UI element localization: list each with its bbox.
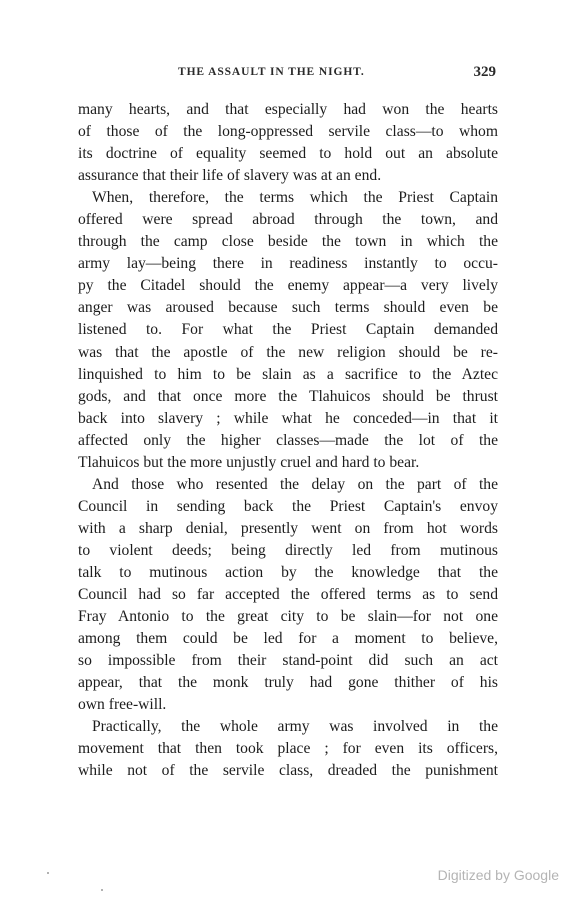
text-line: listened to. For what the Priest Captain demanded — [78, 321, 498, 339]
text-line: own free-will. — [78, 696, 167, 714]
text-line: of those of the long-oppressed servile class—to whom — [78, 123, 498, 141]
text-line: When, therefore, the terms which the Priest Captain — [92, 189, 498, 207]
text-line: Fray Antonio to the great city to be slain—for not one — [78, 608, 498, 626]
watermark: Digitized by Google — [437, 867, 559, 883]
text-line: movement that then took place ; for even its officers, — [78, 740, 498, 758]
page-header — [78, 66, 498, 84]
scan-speck — [47, 872, 49, 874]
text-line: anger was aroused because such terms should even be — [78, 299, 498, 317]
text-line: offered were spread abroad through the town, and — [78, 211, 498, 229]
text-line: Council had so far accepted the offered terms as to send — [78, 586, 498, 604]
text-line: Tlahuicos but the more unjustly cruel and hard to bear. — [78, 453, 420, 471]
text-line: assurance that their life of slavery was at an end. — [78, 167, 382, 185]
text-line: through the camp close beside the town in which the — [78, 233, 498, 251]
text-line: linquished to him to be slain as a sacrifice to the Aztec — [78, 365, 498, 383]
text-line: gods, and that once more the Tlahuicos should be thrust — [78, 387, 498, 405]
page-number: 329 — [473, 64, 496, 80]
text-line: to violent deeds; being directly led from mutinous — [78, 541, 498, 559]
text-line: Practically, the whole army was involved in the — [92, 718, 498, 736]
text-line: among them could be led for a moment to believe, — [78, 630, 498, 648]
text-line: many hearts, and that especially had won the hearts — [78, 101, 498, 118]
text-line: was that the apostle of the new religion should be re- — [78, 343, 498, 361]
text-line: so impossible from their stand-point did such an act — [78, 652, 498, 670]
text-line: talk to mutinous action by the knowledge that the — [78, 563, 498, 581]
text-line: appear, that the monk truly had gone thither of his — [78, 674, 498, 692]
body-text — [78, 99, 498, 782]
running-head: THE ASSAULT IN THE NIGHT. — [178, 66, 365, 78]
text-line: while not of the servile class, dreaded the punishment — [78, 762, 498, 780]
text-line: And those who resented the delay on the part of the — [92, 475, 498, 493]
text-line: army lay—being there in readiness instantly to occu- — [78, 255, 498, 273]
text-line: py the Citadel should the enemy appear—a very lively — [78, 277, 498, 295]
scan-speck — [101, 889, 103, 891]
text-line: with a sharp denial, presently went on from hot words — [78, 519, 498, 537]
text-line: affected only the higher classes—made the lot of the — [78, 431, 498, 449]
text-line: Council in sending back the Priest Captain's envoy — [78, 497, 498, 515]
text-line: its doctrine of equality seemed to hold out an absolute — [78, 145, 498, 163]
text-line: back into slavery ; while what he conceded—in that it — [78, 409, 498, 427]
